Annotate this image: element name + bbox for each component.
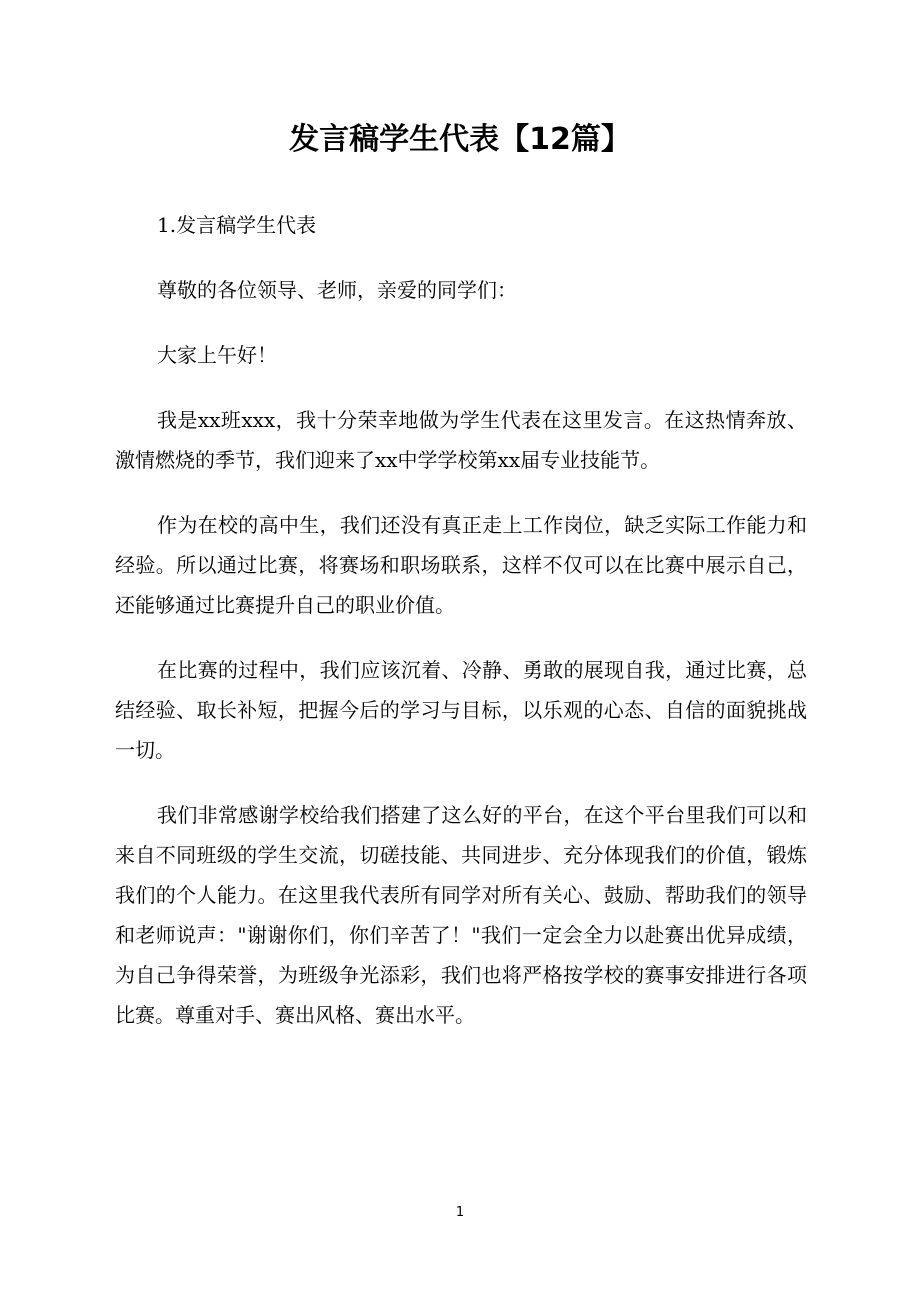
paragraph-greeting: 大家上午好！	[157, 343, 277, 367]
section-heading: 1.发言稿学生代表	[157, 213, 317, 237]
document-body	[115, 205, 807, 1060]
paragraph-intro: 我是xx班xxx，我十分荣幸地做为学生代表在这里发言。在这热情奔放、激情燃烧的季节，我们迎来了xx中学学校第xx届专业技能节。	[115, 408, 807, 472]
document-title: 发言稿学生代表【12篇】	[289, 122, 631, 157]
paragraph-experience: 作为在校的高中生，我们还没有真正走上工作岗位，缺乏实际工作能力和经验。所以通过比赛，将赛场和职场联系，这样不仅可以在比赛中展示自己，还能够通过比赛提升自己的职业价值。	[115, 513, 807, 617]
paragraph-competition: 在比赛的过程中，我们应该沉着、冷静、勇敢的展现自我，通过比赛，总结经验、取长补短，把握今后的学习与目标，以乐观的心态、自信的面貌挑战一切。	[115, 658, 807, 762]
paragraph-salutation: 尊敬的各位领导、老师，亲爱的同学们：	[157, 278, 517, 302]
page-number: 1	[455, 1205, 465, 1220]
paragraph-thanks: 我们非常感谢学校给我们搭建了这么好的平台，在这个平台里我们可以和来自不同班级的学生交流，切磋技能、共同进步、充分体现我们的价值，锻炼我们的个人能力。在这里我代表所有同学对所有关心、鼓励、帮助我们的领导和老师说声："谢谢你们，你们辛苦了！"我们一定会全力以赴赛出优异成绩，为自己争得荣誉，为班级争光添彩，我们也将严格按学校的赛事安排进行各项比赛。尊重对手、赛出风格、赛出水平。	[115, 803, 807, 1027]
